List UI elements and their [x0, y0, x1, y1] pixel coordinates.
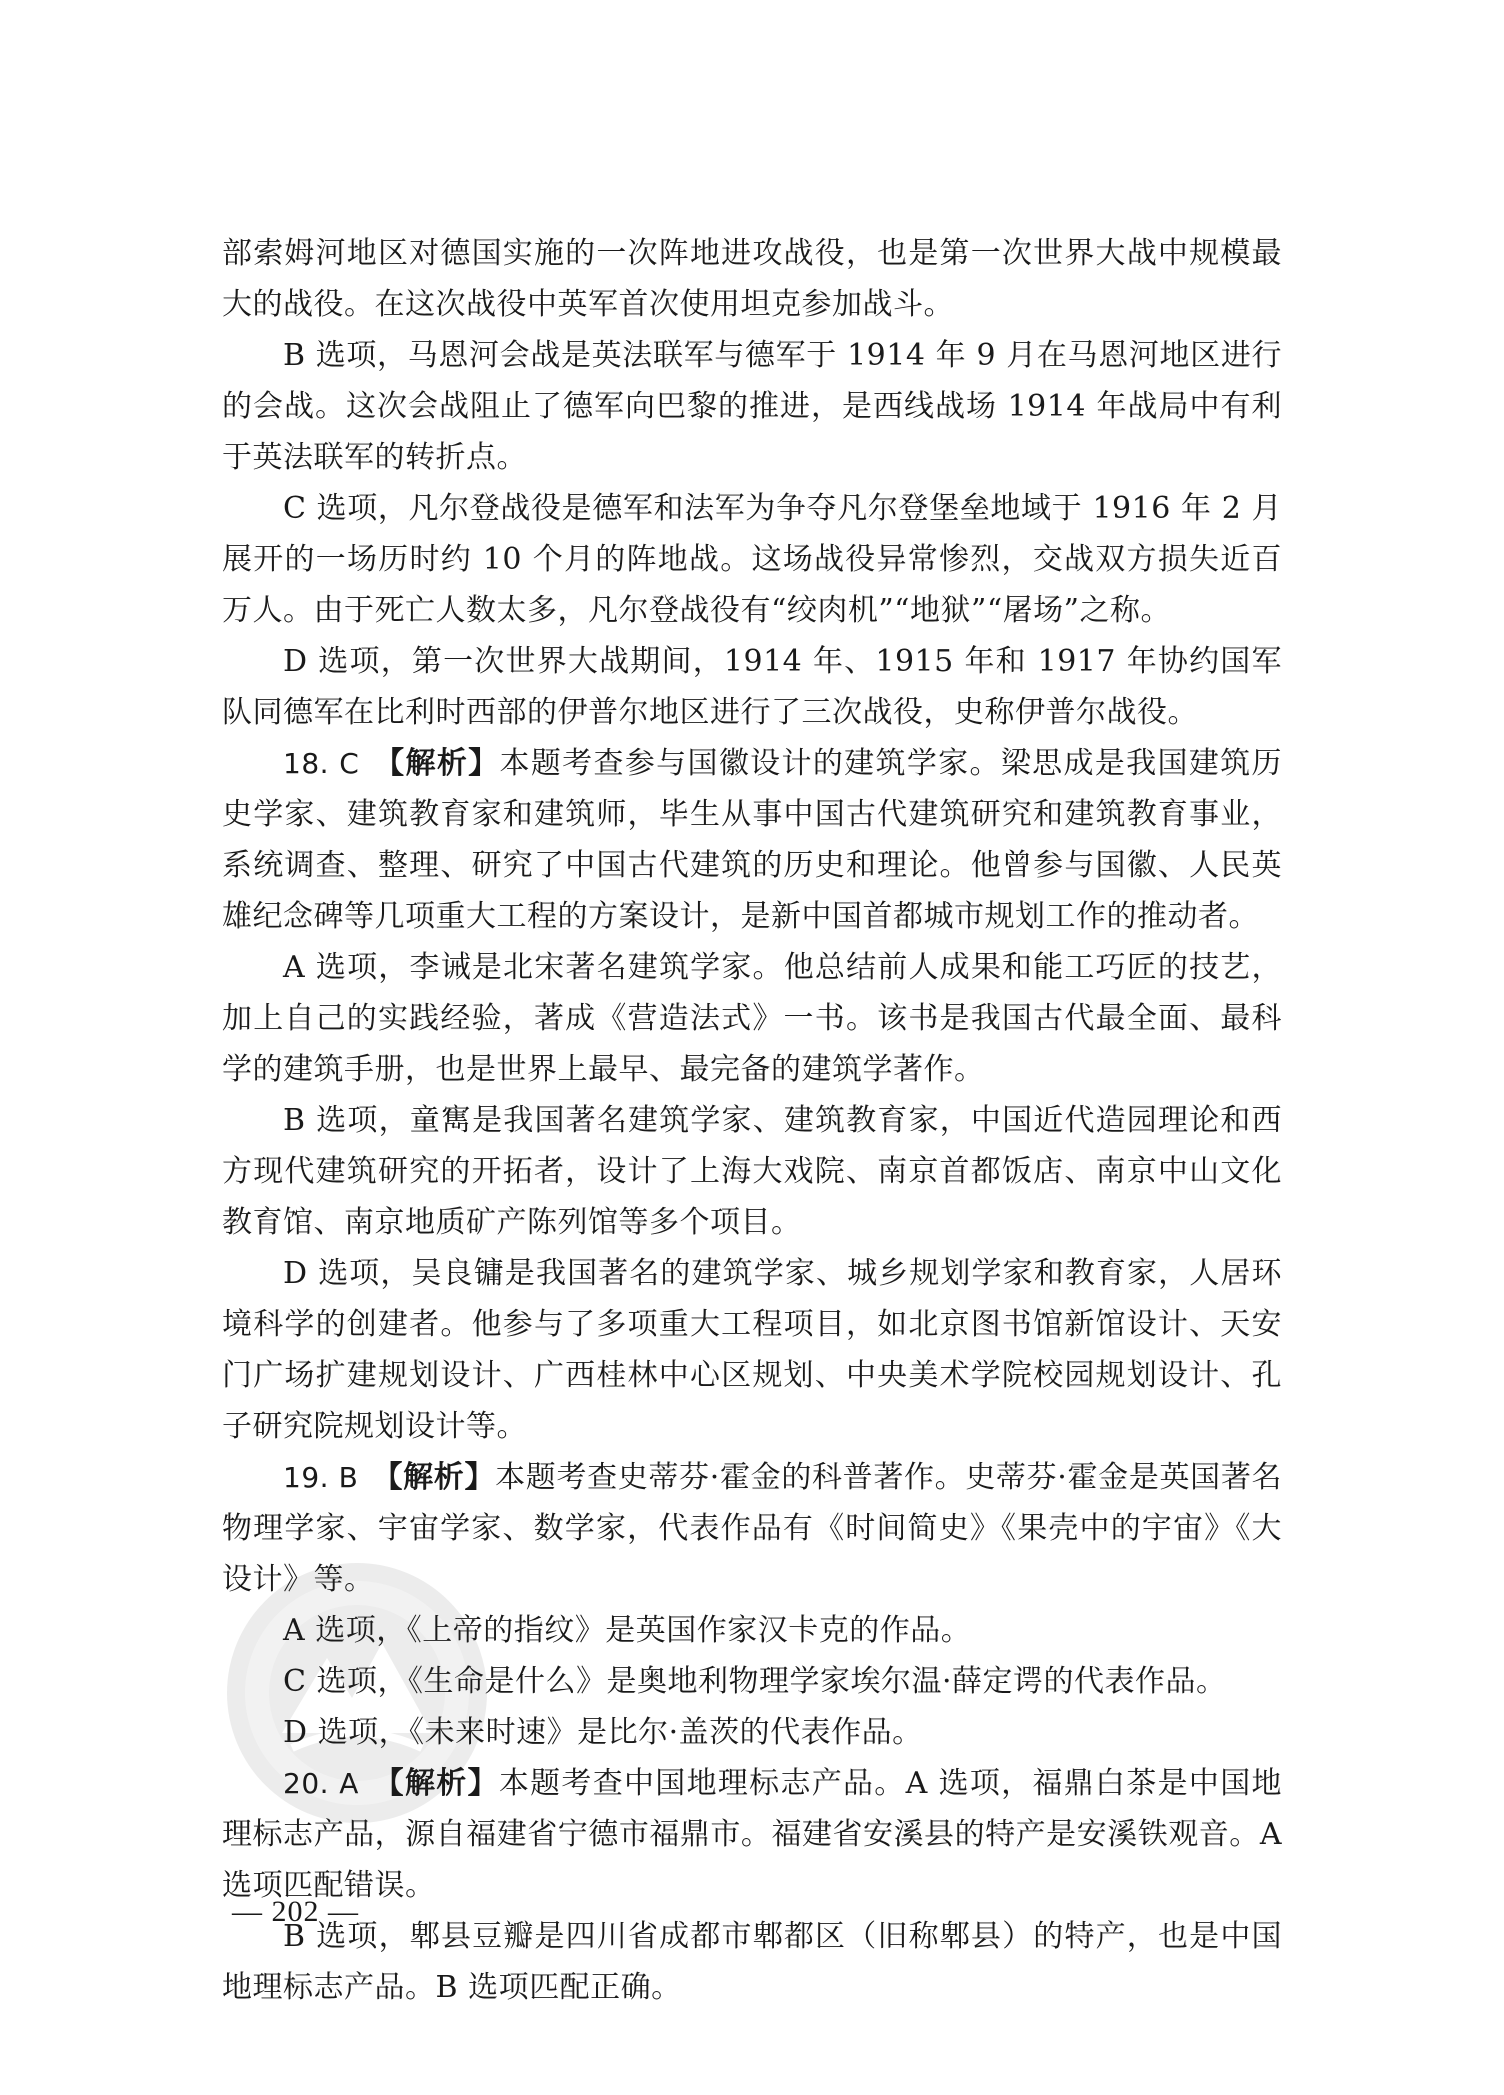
answer-explanations	[222, 228, 1282, 2013]
page-number: — 202 —	[232, 1895, 359, 1928]
option-paragraph	[222, 636, 1282, 738]
paragraph-text: D 选项，吴良镛是我国著名的建筑学家、城乡规划学家和教育家，人居环境科学的创建者。他参与了多项重大工程项目，如北京图书馆新馆设计、天安门广场扩建规划设计、广西桂林中心区规划、中央美术学院校园规划设计、孔子研究院规划设计等。	[222, 1256, 1282, 1444]
option-paragraph	[222, 1248, 1282, 1452]
option-paragraph	[222, 1605, 1282, 1656]
question-answer-number: 19. B	[283, 1461, 359, 1494]
option-paragraph	[222, 942, 1282, 1095]
paragraph-text: 部索姆河地区对德国实施的一次阵地进攻战役，也是第一次世界大战中规模最大的战役。在这次战役中英军首次使用坦克参加战斗。	[222, 236, 1282, 322]
paragraph-text: D 选项，《未来时速》是比尔·盖茨的代表作品。	[283, 1715, 923, 1750]
option-paragraph	[222, 1656, 1282, 1707]
paragraph-text: B 选项，马恩河会战是英法联军与德军于 1914 年 9 月在马恩河地区进行的会战。这次会战阻止了德军向巴黎的推进，是西线战场 1914 年战局中有利于英法联军的转折点。	[222, 338, 1282, 475]
answer-paragraph	[222, 1758, 1282, 1911]
paragraph-text: C 选项，《生命是什么》是奥地利物理学家埃尔温·薛定谔的代表作品。	[283, 1664, 1227, 1699]
paragraph-text: B 选项，郫县豆瓣是四川省成都市郫都区（旧称郫县）的特产，也是中国地理标志产品。B 选项匹配正确。	[222, 1919, 1282, 2005]
paragraph-text: 本题考查参与国徽设计的建筑学家。梁思成是我国建筑历史学家、建筑教育家和建筑师，毕生从事中国古代建筑研究和建筑教育事业，系统调查、整理、研究了中国古代建筑的历史和理论。他曾参与国徽、人民英雄纪念碑等几项重大工程的方案设计，是新中国首都城市规划工作的推动者。	[222, 746, 1283, 934]
option-paragraph	[222, 1911, 1282, 2013]
paragraph-text: D 选项，第一次世界大战期间，1914 年、1915 年和 1917 年协约国军队同德军在比利时西部的伊普尔地区进行了三次战役，史称伊普尔战役。	[222, 644, 1282, 730]
answer-paragraph	[222, 1452, 1282, 1605]
paragraph-text: A 选项，李诫是北宋著名建筑学家。他总结前人成果和能工巧匠的技艺，加上自己的实践经验，著成《营造法式》一书。该书是我国古代最全面、最科学的建筑手册，也是世界上最早、最完备的建筑学著作。	[222, 950, 1282, 1087]
analysis-tag: 【解析】	[373, 746, 500, 781]
analysis-tag: 【解析】	[372, 1460, 496, 1495]
question-answer-number: 20. A	[283, 1767, 359, 1800]
paragraph-text: C 选项，凡尔登战役是德军和法军为争夺凡尔登堡垒地域于 1916 年 2 月展开的一场历时约 10 个月的阵地战。这场战役异常惨烈，交战双方损失近百万人。由于死亡人数太多，凡尔登战役有“绞肉机”“地狱”“屠场”之称。	[222, 491, 1282, 628]
option-paragraph	[222, 1707, 1282, 1758]
option-paragraph	[222, 483, 1282, 636]
option-paragraph	[222, 330, 1282, 483]
analysis-tag: 【解析】	[372, 1766, 499, 1801]
paragraph-text: B 选项，童寯是我国著名建筑学家、建筑教育家，中国近代造园理论和西方现代建筑研究的开拓者，设计了上海大戏院、南京首都饭店、南京中山文化教育馆、南京地质矿产陈列馆等多个项目。	[222, 1103, 1282, 1240]
option-paragraph	[222, 1095, 1282, 1248]
option-paragraph	[222, 228, 1282, 330]
paragraph-text: 本题考查中国地理标志产品。A 选项，福鼎白茶是中国地理标志产品，源自福建省宁德市福鼎市。福建省安溪县的特产是安溪铁观音。A 选项匹配错误。	[222, 1766, 1282, 1903]
paragraph-text: 本题考查史蒂芬·霍金的科普著作。史蒂芬·霍金是英国著名物理学家、宇宙学家、数学家，代表作品有《时间简史》《果壳中的宇宙》《大设计》等。	[222, 1460, 1283, 1597]
answer-paragraph	[222, 738, 1282, 942]
question-answer-number: 18. C	[283, 747, 360, 780]
paragraph-text: A 选项，《上帝的指纹》是英国作家汉卡克的作品。	[283, 1613, 972, 1648]
